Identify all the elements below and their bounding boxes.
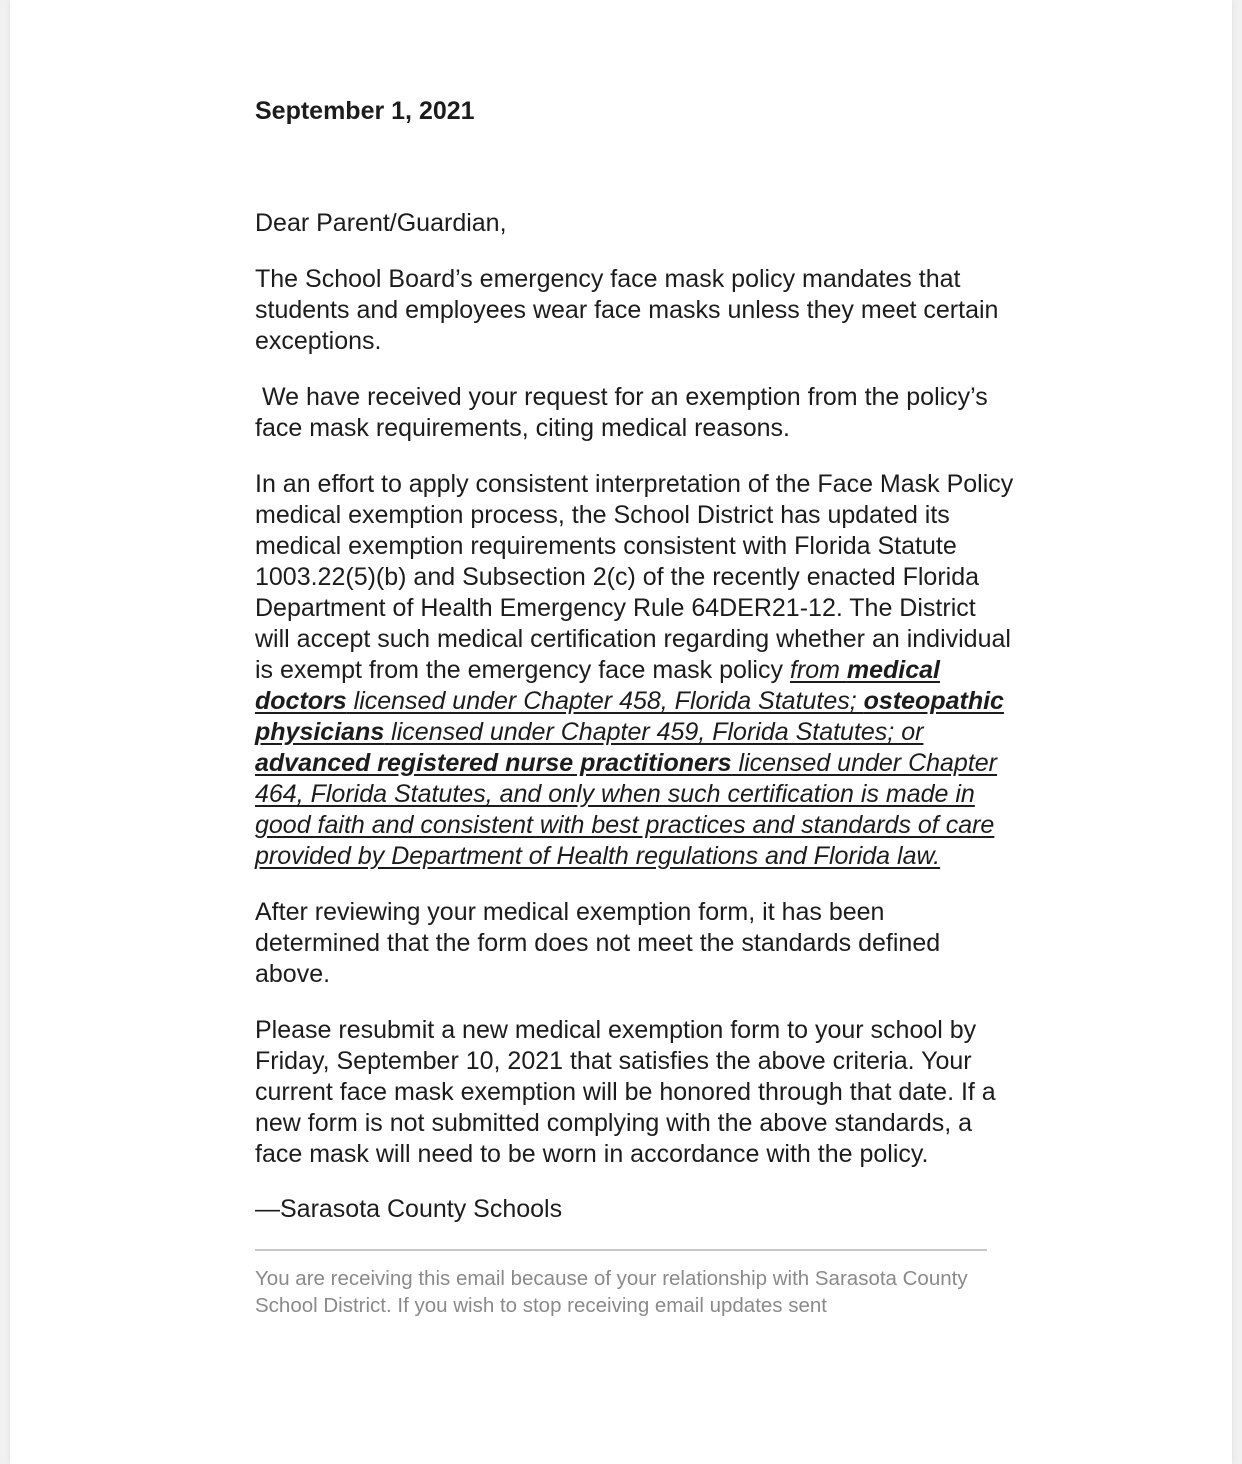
requirements-nurse-practitioners: advanced registered nurse practitioners	[255, 749, 732, 777]
letter-body	[255, 92, 1015, 1319]
requirements-from: from	[789, 656, 847, 684]
footer-divider	[255, 1249, 987, 1251]
paragraph-policy: The School Board’s emergency face mask policy mandates that students and employees wear face masks unless they meet certain exceptions.	[255, 265, 999, 355]
email-footer-notice: You are receiving this email because of your relationship with Sarasota County School District. If you wish to stop receiving email updates sent	[255, 1267, 968, 1317]
letter-date: September 1, 2021	[255, 97, 475, 125]
requirements-chapter-459: licensed under Chapter 459, Florida Statutes; or	[384, 718, 924, 746]
letter-greeting: Dear Parent/Guardian,	[255, 209, 507, 237]
email-page	[10, 0, 1232, 1464]
requirements-osteopathic-physicians: osteopathic physicians	[255, 687, 1004, 746]
paragraph-resubmit: Please resubmit a new medical exemption form to your school by Friday, September 10, 2021 that satisfies the above criteria. Your current face mask exemption will be honored through that date. If a new form is not submitted complying with the above standards, a face mask will need to be worn in accordance with the policy.	[255, 1016, 996, 1168]
letter-signoff: —Sarasota County Schools	[255, 1195, 563, 1223]
requirements-medical-doctors: medical doctors	[255, 656, 940, 715]
requirements-chapter-458: licensed under Chapter 458, Florida Statutes;	[346, 687, 864, 715]
paragraph-determination: After reviewing your medical exemption form, it has been determined that the form does not meet the standards defined above.	[255, 898, 941, 988]
paragraph-request	[255, 382, 1015, 444]
requirements-intro: In an effort to apply consistent interpretation of the Face Mask Policy medical exemption process, the School District has updated its medical exemption requirements consistent with Florida Statute 1003.22(5)(b) and Subsection 2(c) of the recently enacted Florida Department of Health Emergency Rule 64DER21-12. The District will accept such medical certification regarding whether an individual is exempt from the emergency face mask policy	[255, 470, 1014, 684]
requirements-chapter-464: licensed under Chapter 464, Florida Statutes, and only when such certification is made in good faith and consistent with best practices and standards of care provided by Department of Health regulations and Florida law.	[255, 749, 998, 870]
paragraph-requirements	[255, 469, 1015, 872]
paragraph-request-text: We have received your request for an exemption from the policy’s face mask requirements, citing medical reasons.	[255, 383, 995, 442]
